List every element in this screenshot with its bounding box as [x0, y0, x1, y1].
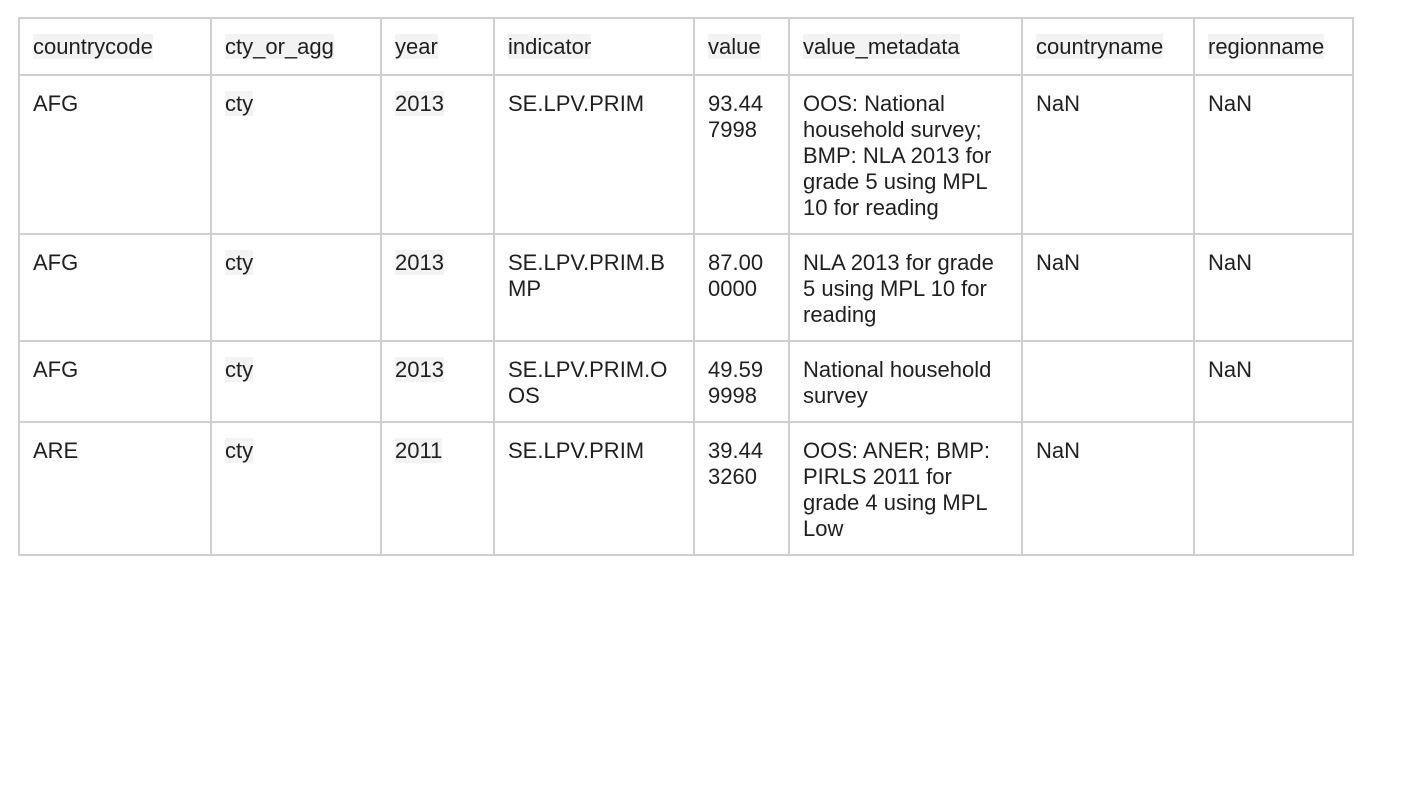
column-header: indicator [494, 18, 694, 75]
table-cell: 87.000000 [694, 234, 789, 341]
table-cell: 39.443260 [694, 422, 789, 555]
data-table [18, 17, 1354, 556]
table-cell: AFG [19, 341, 211, 422]
table-cell [1194, 422, 1353, 555]
table-cell: cty [211, 422, 381, 555]
table-cell: NaN [1194, 341, 1353, 422]
table-cell: National household survey [789, 341, 1022, 422]
table-cell: 93.447998 [694, 75, 789, 234]
table-cell: 2013 [381, 75, 494, 234]
column-header: value_metadata [789, 18, 1022, 75]
table-cell: SE.LPV.PRIM [494, 75, 694, 234]
data-sheet [18, 17, 1354, 556]
table-cell: NLA 2013 for grade 5 using MPL 10 for reading [789, 234, 1022, 341]
table-cell: cty [211, 234, 381, 341]
table-cell: 2011 [381, 422, 494, 555]
table-cell [1022, 341, 1194, 422]
column-header: regionname [1194, 18, 1353, 75]
table-cell: SE.LPV.PRIM.BMP [494, 234, 694, 341]
table-cell: SE.LPV.PRIM [494, 422, 694, 555]
table-cell: SE.LPV.PRIM.OOS [494, 341, 694, 422]
table-row [19, 234, 1353, 341]
table-cell: cty [211, 341, 381, 422]
table-cell: 2013 [381, 234, 494, 341]
table-cell: 49.599998 [694, 341, 789, 422]
table-cell: AFG [19, 234, 211, 341]
table-cell: NaN [1022, 234, 1194, 341]
column-header: cty_or_agg [211, 18, 381, 75]
column-header: countrycode [19, 18, 211, 75]
table-cell: OOS: ANER; BMP: PIRLS 2011 for grade 4 using MPL Low [789, 422, 1022, 555]
table-cell: NaN [1194, 75, 1353, 234]
column-header: countryname [1022, 18, 1194, 75]
table-cell: NaN [1194, 234, 1353, 341]
table-row [19, 75, 1353, 234]
table-cell: 2013 [381, 341, 494, 422]
table-cell: NaN [1022, 75, 1194, 234]
table-cell: AFG [19, 75, 211, 234]
table-cell: NaN [1022, 422, 1194, 555]
column-header: year [381, 18, 494, 75]
table-cell: OOS: National household survey; BMP: NLA 2013 for grade 5 using MPL 10 for reading [789, 75, 1022, 234]
table-row [19, 341, 1353, 422]
table-cell: cty [211, 75, 381, 234]
table-row [19, 422, 1353, 555]
column-header: value [694, 18, 789, 75]
table-cell: ARE [19, 422, 211, 555]
header-row [19, 18, 1353, 75]
